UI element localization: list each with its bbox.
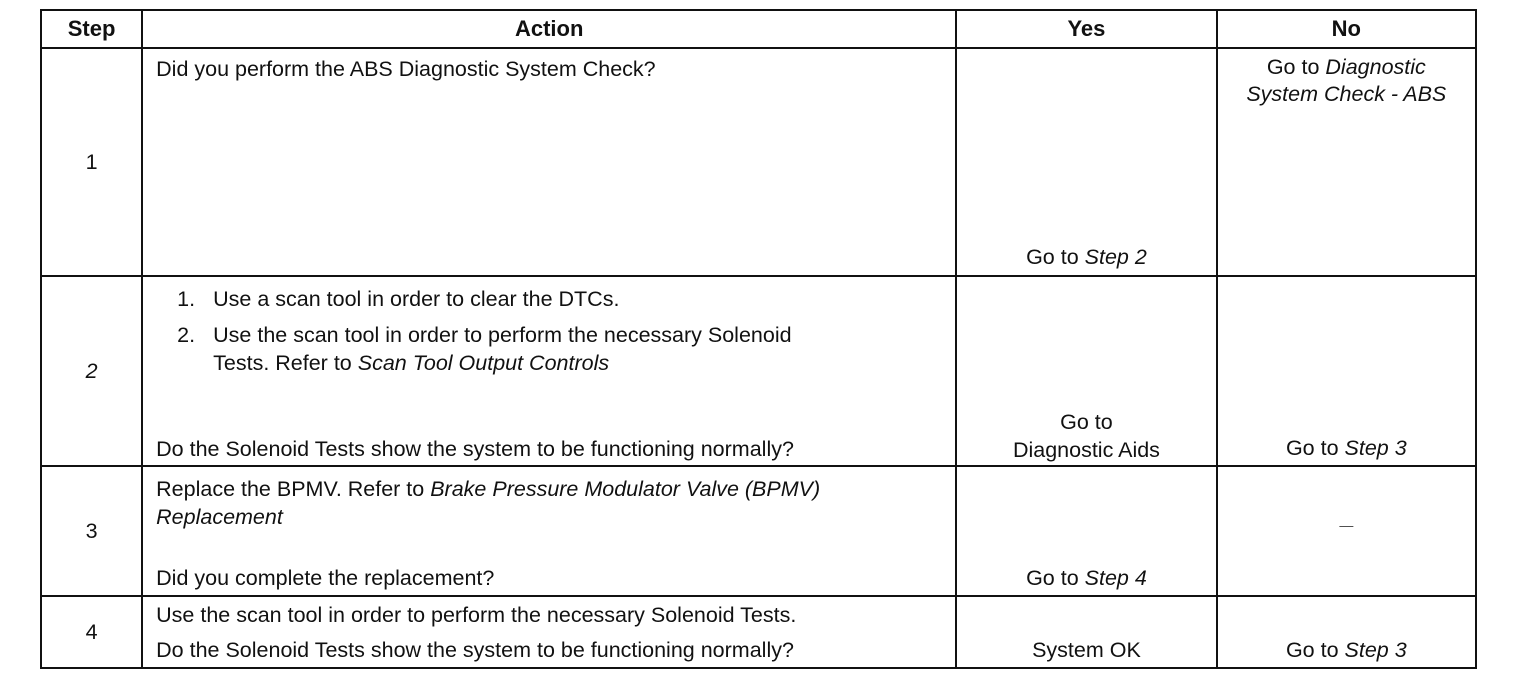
no-dash: —	[1339, 517, 1354, 533]
yes-link[interactable]: Go to Step 2	[1026, 245, 1147, 269]
action-cell	[142, 466, 956, 596]
step-number: 2	[41, 276, 142, 466]
step-number: 3	[41, 466, 142, 596]
no-link[interactable]: Go to Step 3	[1285, 638, 1407, 662]
table-row	[41, 466, 1476, 596]
reference-link[interactable]: Brake Pressure Modulator Valve (BPMV)	[430, 477, 821, 501]
table-row	[41, 276, 1476, 466]
table-row	[41, 596, 1476, 668]
yes-link[interactable]: Go to Step 4	[1026, 566, 1147, 590]
action-text: Use the scan tool in order to perform the necessary Solenoid Tests.	[156, 603, 797, 627]
yes-cell	[956, 596, 1216, 668]
step-number: 4	[41, 596, 142, 668]
header-action: Action	[142, 10, 956, 48]
no-cell	[1217, 596, 1476, 668]
action-question: Do the Solenoid Tests show the system to be functioning normally?	[156, 638, 794, 662]
action-question: Did you complete the replacement?	[156, 566, 495, 590]
action-text: Did you perform the ABS Diagnostic System Check?	[156, 57, 656, 81]
list-item: 2. Use the scan tool in order to perform the necessary Solenoid Tests. Refer to Scan Tool Output Controls	[177, 323, 792, 375]
yes-link[interactable]: Go to Diagnostic Aids	[1012, 410, 1160, 462]
yes-cell	[956, 276, 1216, 466]
table-row	[41, 48, 1476, 276]
reference-link[interactable]: Scan Tool Output Controls	[357, 351, 610, 375]
header-row	[41, 10, 1476, 48]
action-cell	[142, 48, 956, 276]
diagnostic-table	[40, 9, 1477, 669]
action-cell	[142, 596, 956, 668]
action-question: Do the Solenoid Tests show the system to be functioning normally?	[156, 437, 794, 461]
no-link[interactable]: Go to Step 3	[1285, 436, 1407, 460]
header-yes: Yes	[956, 10, 1216, 48]
header-step: Step	[41, 10, 142, 48]
no-cell	[1217, 48, 1476, 276]
yes-result: System OK	[1032, 638, 1141, 662]
yes-cell	[956, 466, 1216, 596]
yes-cell	[956, 48, 1216, 276]
no-link[interactable]: Go to Diagnostic System Check - ABS	[1246, 55, 1447, 106]
step-number: 1	[41, 48, 142, 276]
header-no: No	[1217, 10, 1476, 48]
action-cell	[142, 276, 956, 466]
no-cell	[1217, 466, 1476, 596]
no-cell	[1217, 276, 1476, 466]
list-item: 1. Use a scan tool in order to clear the DTCs.	[177, 287, 620, 311]
action-text: Replace the BPMV. Refer to Brake Pressure Modulator Valve (BPMV) Replacement	[156, 477, 821, 529]
